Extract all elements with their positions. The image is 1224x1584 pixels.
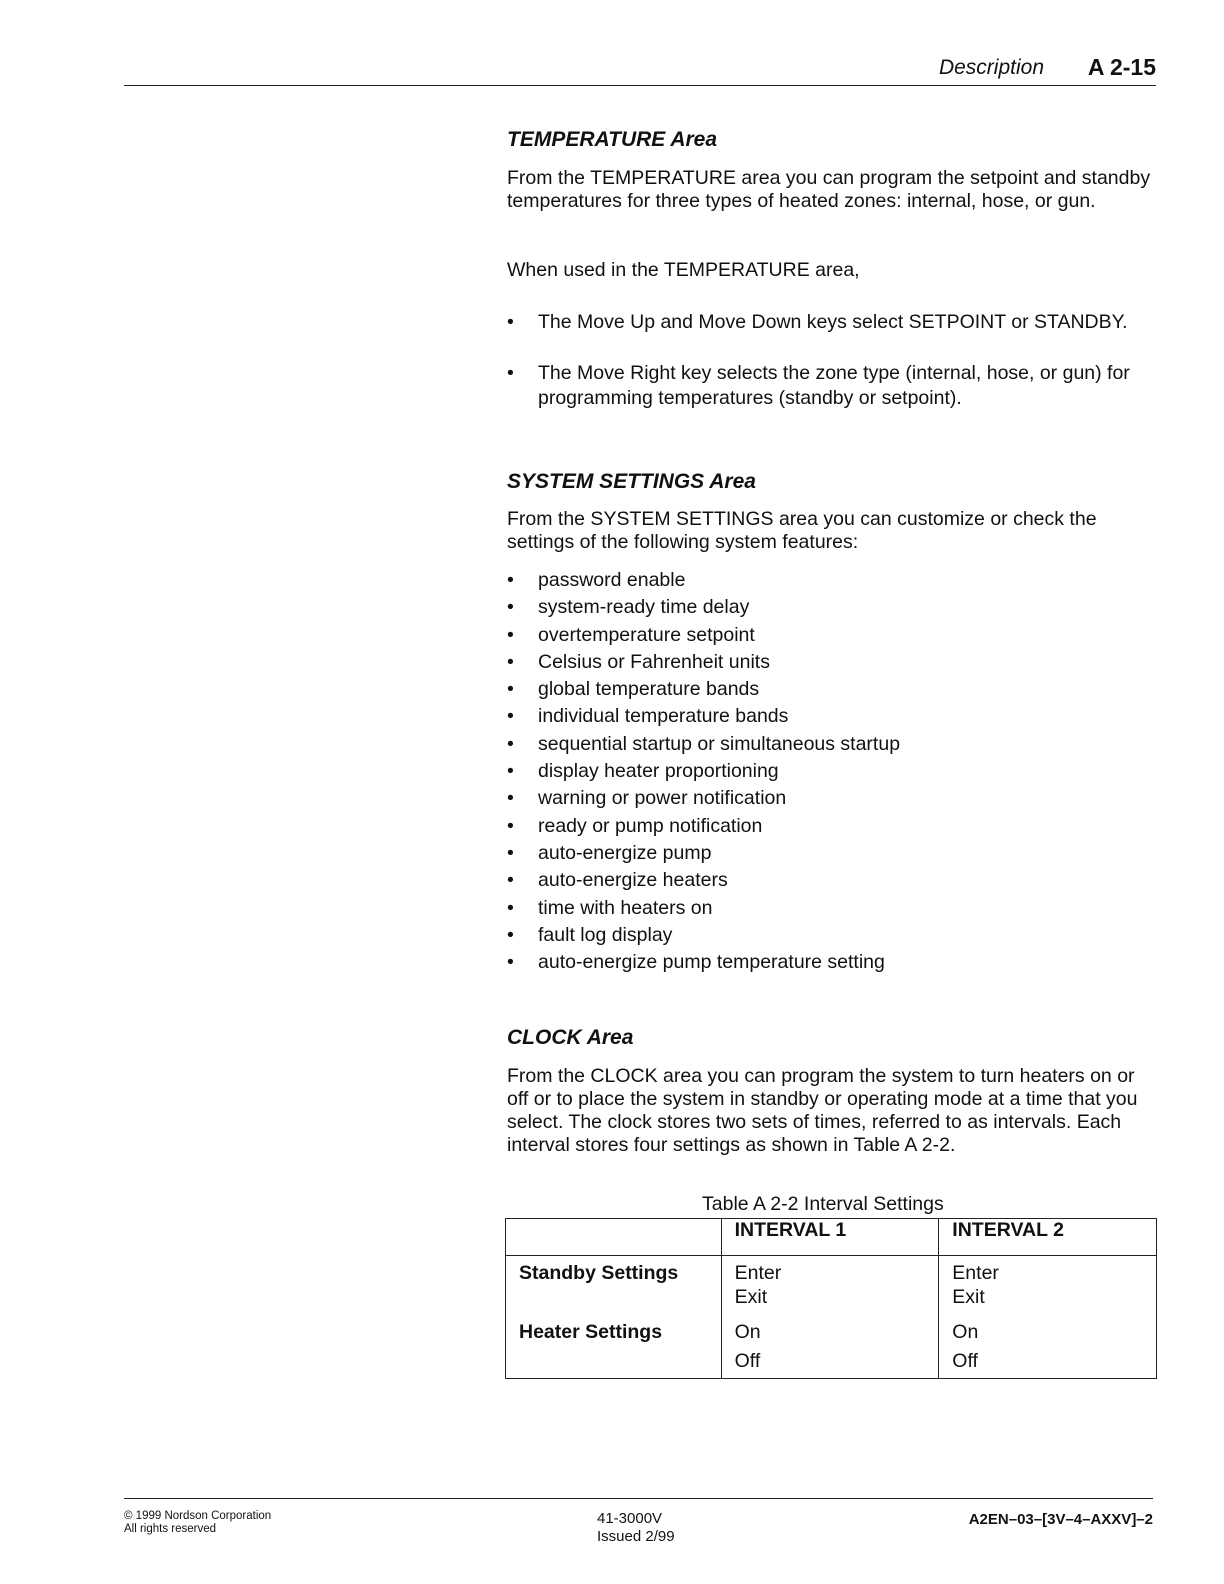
system-settings-heading: SYSTEM SETTINGS Area <box>507 470 756 493</box>
bullet-icon: • <box>507 787 514 810</box>
table-row <box>506 1350 1157 1379</box>
bullet-icon: • <box>507 569 514 591</box>
bullet-icon: • <box>507 650 514 673</box>
list-item: • system-ready time delay <box>507 594 1157 621</box>
temperature-lead: When used in the TEMPERATURE area, <box>507 259 860 281</box>
clock-intro: From the CLOCK area you can program the system to turn heaters on or off or to place the system in standby or operating mode at a time that you select. The clock stores two sets of times, referred to as intervals. Each interval stores four settings as shown in Table A 2-2. <box>507 1065 1138 1156</box>
table-cell: Enter <box>939 1256 1157 1287</box>
footer-code: A2EN–03–[3V–4–AXXV]–2 <box>968 1511 1153 1528</box>
footer-doc-info <box>597 1510 675 1546</box>
table-cell: Off <box>939 1350 1157 1379</box>
footer-copyright: © 1999 Nordson Corporation <box>124 1510 272 1522</box>
table-cell: On <box>939 1321 1157 1350</box>
bullet-icon: • <box>507 896 514 919</box>
list-item: • sequential startup or simultaneous startup <box>507 731 1157 758</box>
footer-rights: All rights reserved <box>124 1523 217 1535</box>
header-section-title: Description <box>938 56 1044 79</box>
footer-issued: Issued 2/99 <box>597 1528 675 1545</box>
system-settings-bullet-list <box>507 567 1157 976</box>
bullet-icon: • <box>507 678 514 701</box>
list-item: • The Move Right key selects the zone type (internal, hose, or gun) for programming temperatures (standby or setpoint). <box>507 362 1130 409</box>
list-item: • auto-energize heaters <box>507 867 1157 894</box>
list-item: • overtemperature setpoint <box>507 622 1157 649</box>
bullet-icon: • <box>507 869 514 892</box>
temperature-heading: TEMPERATURE Area <box>507 128 718 151</box>
table-cell <box>506 1350 722 1379</box>
bullet-icon: • <box>507 814 514 837</box>
header-page-number: A 2-15 <box>1087 54 1156 80</box>
temperature-intro: From the TEMPERATURE area you can program the setpoint and standby temperatures for three types of heated zones: internal, hose, or gun. <box>507 167 1151 212</box>
page-header <box>124 52 1156 86</box>
interval-settings-table <box>505 1218 1157 1379</box>
list-item: • auto-energize pump temperature setting <box>507 949 1157 976</box>
bullet-icon: • <box>507 951 514 974</box>
footer-copyright-block <box>124 1510 271 1536</box>
list-item: • Celsius or Fahrenheit units <box>507 649 1157 676</box>
list-item: • The Move Up and Move Down keys select SETPOINT or STANDBY. <box>507 311 1128 333</box>
bullet-icon: • <box>507 362 514 384</box>
list-item: • global temperature bands <box>507 676 1157 703</box>
bullet-icon: • <box>507 596 514 619</box>
table-row <box>506 1286 1157 1321</box>
table-cell: Enter <box>721 1256 939 1287</box>
list-item: • warning or power notification <box>507 785 1157 812</box>
list-item: • display heater proportioning <box>507 758 1157 785</box>
table-header-row <box>506 1219 1157 1256</box>
table-header-cell: INTERVAL 2 <box>939 1219 1157 1256</box>
bullet-icon: • <box>507 923 514 946</box>
system-settings-intro: From the SYSTEM SETTINGS area you can customize or check the settings of the following system features: <box>507 508 1097 553</box>
list-item: • time with heaters on <box>507 895 1157 922</box>
bullet-icon: • <box>507 760 514 783</box>
bullet-icon: • <box>507 311 514 333</box>
footer-doc-number: 41-3000V <box>597 1510 663 1527</box>
table-header-cell <box>506 1219 722 1256</box>
list-item: • auto-energize pump <box>507 840 1157 867</box>
table-row <box>506 1321 1157 1350</box>
list-item: • ready or pump notification <box>507 813 1157 840</box>
bullet-icon: • <box>507 841 514 864</box>
temperature-bullet-list <box>507 310 1157 411</box>
table-cell: Off <box>721 1350 939 1379</box>
list-item: • fault log display <box>507 922 1157 949</box>
table-cell: On <box>721 1321 939 1350</box>
list-item: • password enable <box>507 567 1157 594</box>
bullet-icon: • <box>507 732 514 755</box>
table-caption: Table A 2-2 Interval Settings <box>702 1193 944 1215</box>
bullet-icon: • <box>507 705 514 728</box>
table-cell: Exit <box>939 1286 1157 1321</box>
table-cell <box>506 1286 722 1321</box>
clock-heading: CLOCK Area <box>507 1026 634 1049</box>
table-cell: Exit <box>721 1286 939 1321</box>
bullet-icon: • <box>507 623 514 646</box>
footer-divider <box>124 1498 1153 1499</box>
table-cell: Heater Settings <box>506 1321 722 1350</box>
table-cell: Standby Settings <box>506 1256 722 1287</box>
list-item: • individual temperature bands <box>507 703 1157 730</box>
table-header-cell: INTERVAL 1 <box>721 1219 939 1256</box>
table-row <box>506 1256 1157 1287</box>
